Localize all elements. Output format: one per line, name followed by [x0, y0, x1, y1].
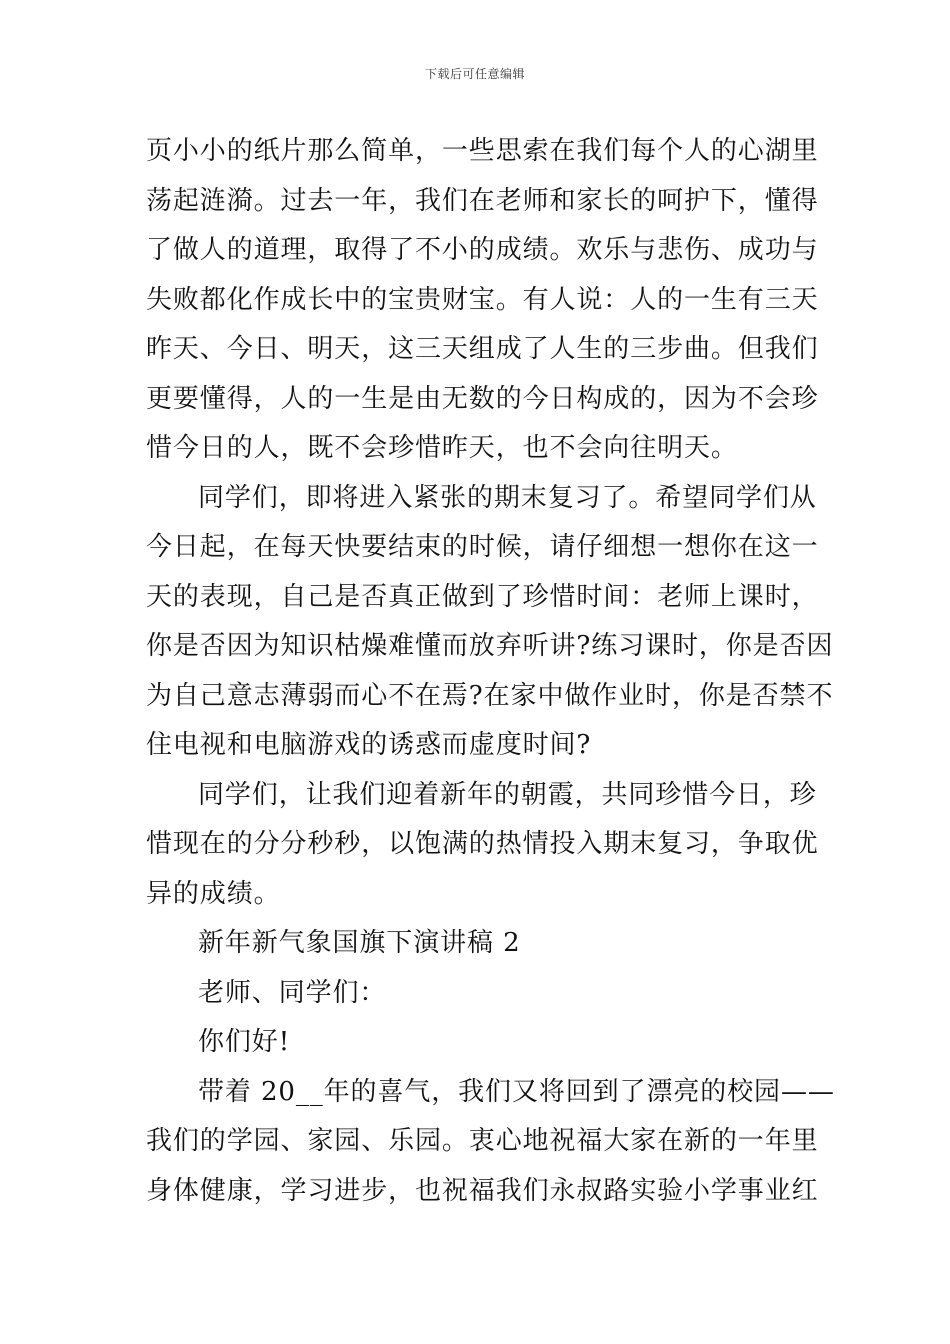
- text-line: 你是否因为知识枯燥难懂而放弃听讲?练习课时，你是否因: [146, 631, 834, 661]
- text-line: 老师、同学们：: [198, 977, 387, 1008]
- text-line: 惜今日的人，既不会珍惜昨天，也不会向往明天。: [146, 433, 738, 463]
- document-body: [146, 127, 835, 1216]
- text-line: 身体健康，学习进步，也祝福我们永叔路实验小学事业红: [146, 1175, 819, 1206]
- text-line: 页小小的纸片那么简单，一些思索在我们每个人的心湖里: [146, 136, 819, 166]
- text-line: 了做人的道理，取得了不小的成绩。欢乐与悲伤、成功与: [146, 235, 819, 265]
- text-line: 为自己意志薄弱而心不在焉?在家中做作业时，你是否禁不: [146, 680, 834, 711]
- text-line: 异的成绩。: [146, 878, 281, 909]
- text-line: 你们好!: [198, 1027, 291, 1057]
- text-line: 荡起涟漪。过去一年，我们在老师和家长的呵护下，懂得: [146, 185, 819, 216]
- page-header: 下载后可任意编辑: [424, 67, 525, 81]
- text-line: 带着 20__年的喜气，我们又将回到了漂亮的校园——: [198, 1076, 835, 1107]
- text-line: 同学们，让我们迎着新年的朝霞，共同珍惜今日，珍: [198, 779, 817, 810]
- text-line: 昨天、今日、明天，这三天组成了人生的三步曲。但我们: [146, 334, 819, 364]
- text-line: 我们的学园、家园、乐园。衷心地祝福大家在新的一年里: [146, 1126, 819, 1156]
- text-line: 天的表现，自己是否真正做到了珍惜时间：老师上课时，: [146, 581, 819, 612]
- text-line: 更要懂得，人的一生是由无数的今日构成的，因为不会珍: [146, 383, 819, 414]
- text-line: 失败都化作成长中的宝贵财宝。有人说：人的一生有三天: [146, 284, 819, 315]
- text-line: 住电视和电脑游戏的诱惑而虚度时间?: [146, 730, 592, 760]
- text-line: 惜现在的分分秒秒，以饱满的热情投入期末复习，争取优: [146, 829, 819, 859]
- text-line: 新年新气象国旗下演讲稿 2: [198, 928, 521, 958]
- text-line: 今日起，在每天快要结束的时候，请仔细想一想你在这一: [146, 532, 819, 562]
- text-line: 同学们，即将进入紧张的期末复习了。希望同学们从: [198, 482, 817, 513]
